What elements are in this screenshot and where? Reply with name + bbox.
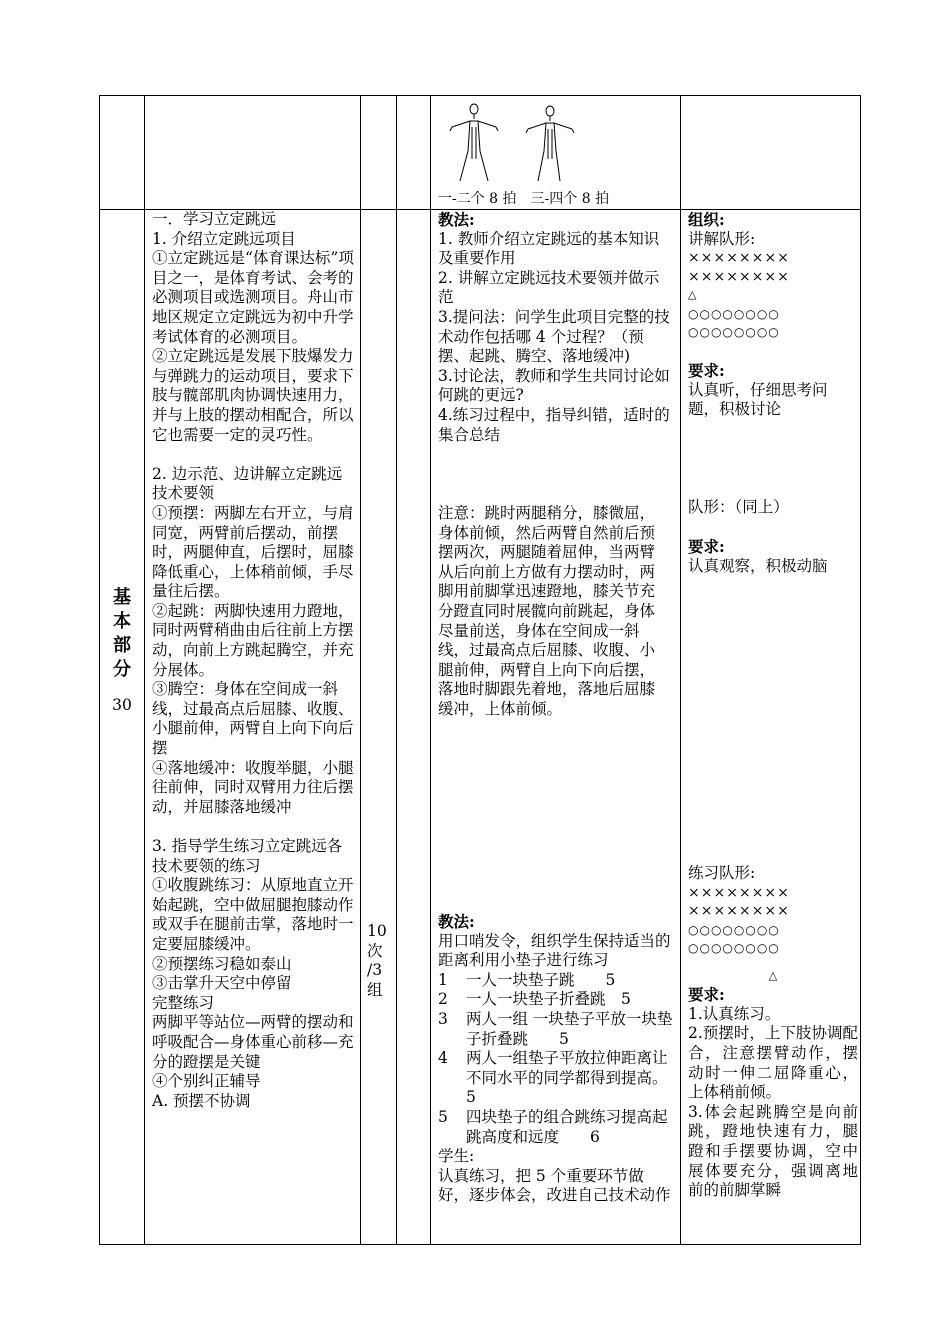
content-line: 完整练习: [152, 993, 215, 1012]
drill-item: 5 四块垫子的组合跳练习提高起跳高度和远度 6: [438, 1107, 668, 1146]
requirement-item: 3.体会起跳腾空是向前跳，蹬地快速有力，腿蹬和手摆要协调，空中展体要充分，强调离地前的前脚掌瞬: [688, 1102, 858, 1200]
formation-row: ○○○○○○○○: [688, 325, 780, 340]
formation-label: 队形：（同上）: [688, 498, 789, 516]
content-line: ①收腹跳练习：从原地直立开始起跳，空中做屈腿抱膝动作或双手在腿前击掌，落地时一定要屈膝缓冲。: [152, 876, 354, 953]
content-line: ①立定跳远是“体育课达标”项目之一，是体育考试、会考的必测项目或选测项目。舟山市地区规定立定跳远为初中升学考试体育的必测项目。: [152, 249, 354, 346]
org-label: 组织:: [688, 210, 725, 229]
reps-cell: [362, 922, 394, 1000]
drill-item: 3 两人一组 一块垫子平放一块垫子折叠跳 5: [438, 1009, 673, 1048]
formation-row: ○○○○○○○○: [688, 922, 780, 937]
reps-line: /3: [367, 961, 383, 980]
method-line: 2. 讲解立定跳远技术要领并做示范: [438, 268, 660, 307]
method-line: 3.讨论法，教师和学生共同讨论如何跳的更远?: [438, 366, 670, 405]
formation-row: ××××××××: [688, 884, 790, 901]
lesson-plan-table: [99, 95, 861, 1245]
content-line: ②立定跳远是发展下肢爆发力与弹跳力的运动项目，要求下肢与髋部肌肉协调快速用力，并与上肢的摆动相配合，所以它也需要一定的灵巧性。: [152, 347, 354, 444]
method-line: 3.提问法：问学生此项目完整的技术动作包括哪 4 个过程？（预摆、起跳、腾空、落地缓冲): [438, 307, 670, 366]
org-mid: [688, 498, 858, 576]
method-top: [438, 210, 674, 445]
column-divider: [360, 96, 361, 1244]
org-bottom: [688, 864, 858, 1201]
formation-label: 讲解队形:: [688, 229, 756, 248]
formation-row: ××××××××: [688, 250, 790, 267]
content-line: ②起跳：两脚快速用力蹬地，同时两臂稍曲由后往前上方摆动，向前上方跳起腾空，并充分展体。: [152, 601, 354, 679]
column-divider: [144, 96, 145, 1244]
content-line: ④落地缓冲：收腹举腿，小腿往前伸，同时双臂用力往后摆动，并屈膝落地缓冲: [152, 758, 354, 816]
section-name: [100, 586, 144, 682]
drill-item: 4 两人一组垫子平放拉伸距离让不同水平的同学都得到提高。 5: [438, 1049, 707, 1107]
content-line: ③腾空：身体在空间成一斜线，过最高点后屈膝、收腹、小腿前伸，两臂自上向下向后摆: [152, 680, 354, 758]
method-note: 注意：跳时两腿稍分，膝微屈，身体前倾，然后两臂自然前后预摆两次，两腿随着屈伸，当两臂从后向前上方做有力摆动时，两脚用前脚掌迅速蹬地，膝关节充分蹬直同时展髋向前跳起，身体尽量前送，身体在空间成一斜线，过最高点后屈膝、收腹、小腿前伸，两臂自上向下向后摆，落地时脚跟先着地，落地后屈膝缓冲，上体前倾。: [438, 504, 656, 718]
stick-figures-diagram: [440, 101, 600, 191]
reps-line: 10: [367, 922, 387, 940]
method-title: 教法:: [438, 210, 475, 229]
teacher-mark: △: [688, 288, 698, 302]
content-line: 3. 指导学生练习立定跳远各技术要领的练习: [152, 837, 343, 875]
requirement-text: 认真观察，积极动脑: [688, 556, 828, 575]
requirement-label: 要求:: [688, 361, 725, 381]
method-line: 4.练习过程中，指导纠错，适时的集合总结: [438, 405, 670, 444]
column-divider: [430, 96, 431, 1244]
method-title: 教法:: [438, 912, 475, 931]
formation-row: ××××××××: [688, 268, 790, 285]
content-line: 一．学习立定跳远: [152, 210, 277, 228]
reps-line: 次: [367, 941, 383, 960]
content-line: ③击掌升天空中停留: [152, 974, 292, 993]
content-line: 两脚平等站位—两臂的摆动和呼吸配合—身体重心前移—充分的蹬摆是关键: [152, 1013, 354, 1071]
method-line: 1. 教师介绍立定跳远的基本知识及重要作用: [438, 229, 660, 268]
formation-label: 练习队形:: [688, 864, 756, 882]
drill-item: 1 一人一块垫子跳 5: [438, 970, 616, 989]
content-line: 2. 边示范、边讲解立定跳远技术要领: [152, 464, 343, 503]
column-divider: [396, 96, 397, 1244]
requirement-item: 2.预摆时，上下肢协调配合，注意摆臂动作，摆动时一伸二屈降重心，上体稍前倾。: [688, 1024, 858, 1102]
section-char: 分: [113, 659, 131, 680]
org-top: [688, 210, 858, 420]
formation-row: ○○○○○○○○: [688, 941, 780, 956]
stick-figure-1: [450, 104, 498, 181]
method-intro: 用口哨发令，组织学生保持适当的距离利用小垫子进行练习: [438, 931, 671, 970]
section-char: 本: [113, 611, 131, 632]
teacher-mark: △: [768, 968, 778, 982]
content-line: A. 预摆不协调: [152, 1091, 251, 1110]
student-label: 学生:: [438, 1147, 475, 1166]
figure-caption: 一-二个 8 拍 三-四个 8 拍: [438, 191, 610, 207]
stick-figure-2: [526, 106, 574, 181]
student-text: 认真练习，把 5 个重要环节做好，逐步体会，改进自己技术动作: [438, 1166, 671, 1205]
section-time: 30: [112, 696, 132, 714]
content-column: [152, 210, 356, 1111]
requirement-text: 认真听，仔细思考问题，积极讨论: [688, 380, 828, 419]
reps-line: 组: [367, 980, 383, 999]
drill-item: 2 一人一块垫子折叠跳 5: [438, 990, 631, 1009]
content-line: ②预摆练习稳如泰山: [152, 954, 292, 973]
formation-row: ××××××××: [688, 903, 790, 920]
requirement-item: 1.认真练习。: [688, 1004, 781, 1023]
content-line: 1. 介绍立定跳远项目: [152, 229, 296, 248]
requirement-label: 要求:: [688, 985, 725, 1005]
section-char: 部: [113, 635, 131, 656]
content-line: ④个别纠正辅导: [152, 1072, 261, 1091]
formation-row: ○○○○○○○○: [688, 306, 780, 321]
content-line: ①预摆：两脚左右开立，与肩同宽，两臂前后摆动，前摆时，两腿伸直，后摆时，屈膝降低重心，上体稍前倾，手尽量往后摆。: [152, 503, 354, 601]
requirement-label: 要求:: [688, 537, 725, 557]
section-char: 基: [113, 587, 131, 608]
